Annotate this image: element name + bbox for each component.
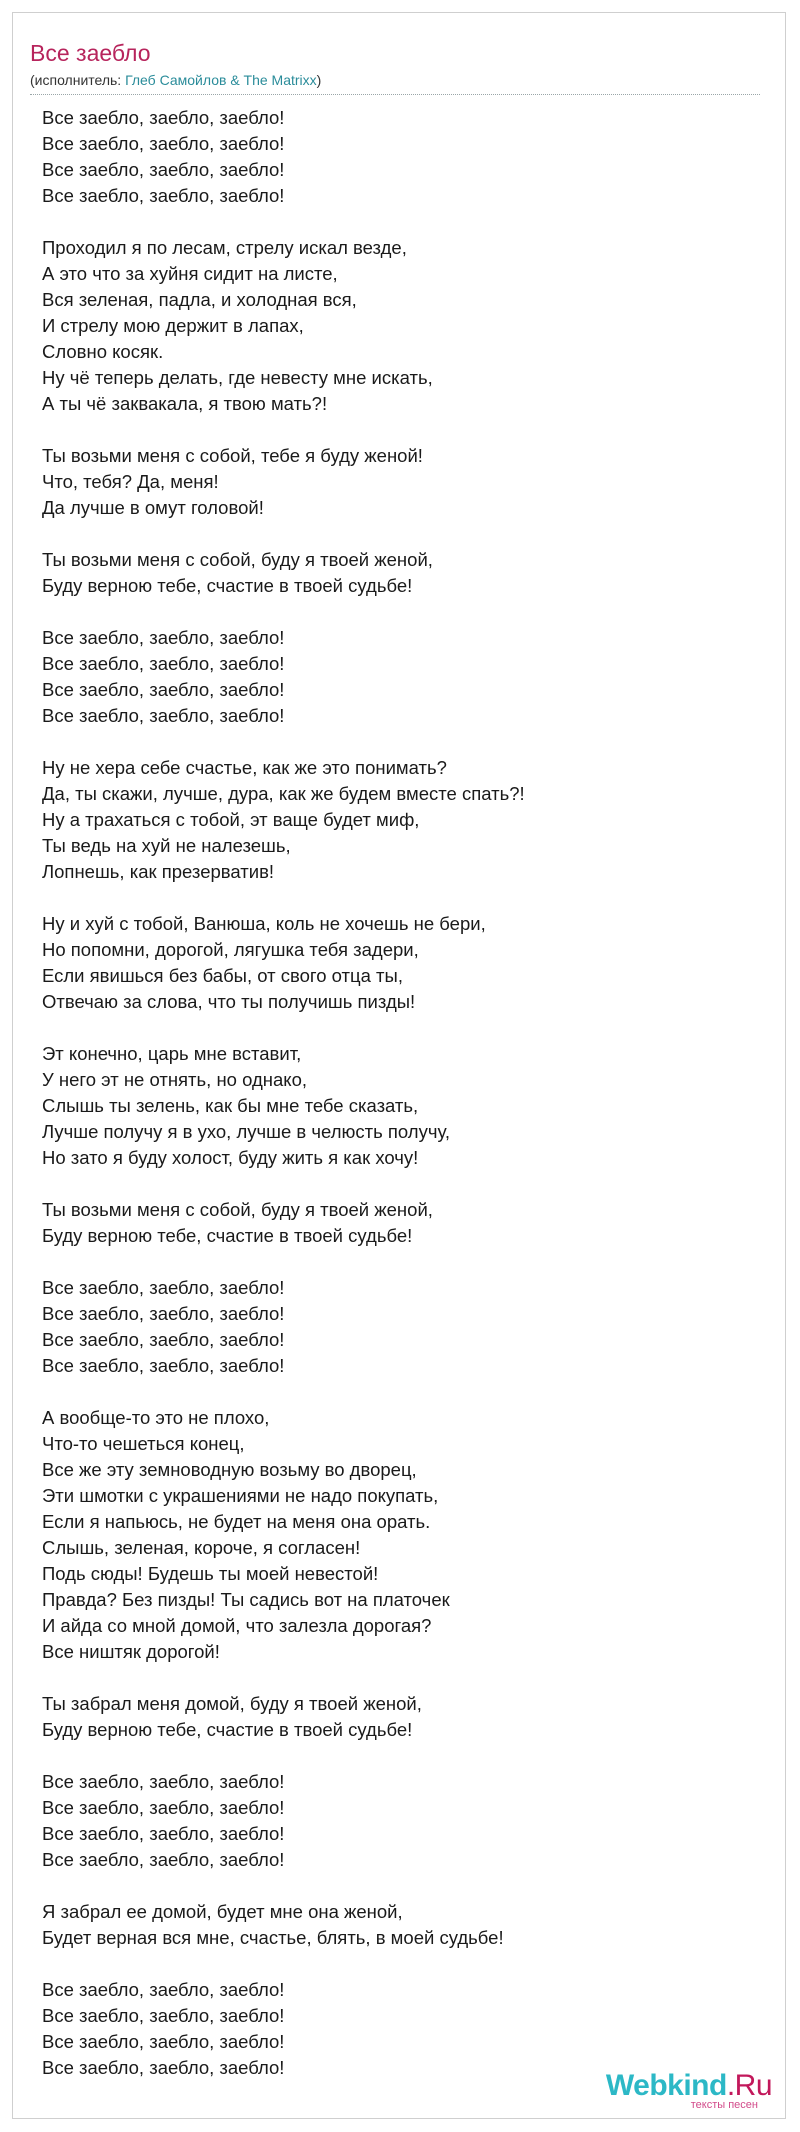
lyrics-line: А вообще-то это не плохо, — [42, 1407, 270, 1428]
lyrics-line: Слышь, зеленая, короче, я согласен! — [42, 1537, 361, 1558]
lyrics-stanza — [42, 755, 742, 885]
lyrics-line: Ты ведь на хуй не налезешь, — [42, 835, 291, 856]
artist-suffix: ) — [316, 72, 322, 88]
lyrics-line: Ну и хуй с тобой, Ванюша, коль не хочешь не бери, — [42, 913, 486, 934]
lyrics-line: Если явишься без бабы, от свого отца ты, — [42, 965, 403, 986]
lyrics-line: Отвечаю за слова, что ты получишь пизды! — [42, 991, 416, 1012]
lyrics-line: Все же эту земноводную возьму во дворец, — [42, 1459, 417, 1480]
lyrics-line: Все заебло, заебло, заебло! — [42, 1771, 285, 1792]
lyrics-line: Все заебло, заебло, заебло! — [42, 107, 285, 128]
logo-tagline: тексты песен — [690, 2099, 758, 2111]
artist-line — [30, 71, 760, 89]
lyrics-line: Подь сюды! Будешь ты моей невестой! — [42, 1563, 379, 1584]
lyrics-stanza — [42, 1769, 742, 1873]
lyrics-stanza — [42, 105, 742, 209]
lyrics-line: Ну а трахаться с тобой, эт ваще будет миф, — [42, 809, 420, 830]
lyrics-line: Все заебло, заебло, заебло! — [42, 2057, 285, 2078]
lyrics-line: Все заебло, заебло, заебло! — [42, 1355, 285, 1376]
lyrics-line: Буду верною тебе, счастие в твоей судьбе! — [42, 1225, 413, 1246]
lyrics-line: Ты возьми меня с собой, буду я твоей женой, — [42, 549, 433, 570]
lyrics-stanza — [42, 1275, 742, 1379]
lyrics-line: Ну чё теперь делать, где невесту мне искать, — [42, 367, 433, 388]
lyrics-line: Все заебло, заебло, заебло! — [42, 2031, 285, 2052]
lyrics-line: Лучше получу я в ухо, лучше в челюсть получу, — [42, 1121, 450, 1142]
lyrics-line: Ну не хера себе счастье, как же это понимать? — [42, 757, 447, 778]
artist-prefix: (исполнитель: — [30, 72, 126, 88]
lyrics-stanza — [42, 1899, 742, 1951]
lyrics-line: Все заебло, заебло, заебло! — [42, 653, 285, 674]
lyrics-stanza — [42, 911, 742, 1015]
lyrics-line: А ты чё заквакала, я твою мать?! — [42, 393, 328, 414]
logo-name: Webkind — [605, 2069, 727, 2102]
lyrics-line: А это что за хуйня сидит на листе, — [42, 263, 338, 284]
lyrics-line: Если я напьюсь, не будет на меня она орать. — [42, 1511, 431, 1532]
lyrics-line: Лопнешь, как презерватив! — [42, 861, 275, 882]
logo-tld: .Ru — [726, 2069, 772, 2102]
lyrics-line: Все заебло, заебло, заебло! — [42, 1979, 285, 2000]
song-header — [30, 38, 760, 89]
lyrics-stanza — [42, 235, 742, 417]
lyrics-body — [42, 105, 742, 2107]
lyrics-line: Все заебло, заебло, заебло! — [42, 1277, 285, 1298]
lyrics-line: Правда? Без пизды! Ты садись вот на платочек — [42, 1589, 450, 1610]
lyrics-line: Словно косяк. — [42, 341, 164, 362]
lyrics-stanza — [42, 1691, 742, 1743]
lyrics-line: Все заебло, заебло, заебло! — [42, 185, 285, 206]
lyrics-line: Все заебло, заебло, заебло! — [42, 1329, 285, 1350]
lyrics-line: Все заебло, заебло, заебло! — [42, 1849, 285, 1870]
lyrics-line: Будет верная вся мне, счастье, блять, в моей судьбе! — [42, 1927, 504, 1948]
lyrics-stanza — [42, 547, 742, 599]
lyrics-line: И стрелу мою держит в лапах, — [42, 315, 304, 336]
lyrics-line: Все заебло, заебло, заебло! — [42, 627, 285, 648]
lyrics-stanza — [42, 1405, 742, 1665]
lyrics-line: Что, тебя? Да, меня! — [42, 471, 219, 492]
lyrics-line: Вся зеленая, падла, и холодная вся, — [42, 289, 357, 310]
lyrics-line: Я забрал ее домой, будет мне она женой, — [42, 1901, 403, 1922]
lyrics-stanza — [42, 443, 742, 521]
lyrics-stanza — [42, 1977, 742, 2081]
lyrics-stanza — [42, 625, 742, 729]
header-divider — [30, 94, 760, 95]
lyrics-line: У него эт не отнять, но однако, — [42, 1069, 307, 1090]
lyrics-line: Все заебло, заебло, заебло! — [42, 2005, 285, 2026]
lyrics-line: Все заебло, заебло, заебло! — [42, 705, 285, 726]
lyrics-line: И айда со мной домой, что залезла дорогая? — [42, 1615, 432, 1636]
lyrics-line: Эти шмотки с украшениями не надо покупать, — [42, 1485, 439, 1506]
lyrics-line: Что-то чешеться конец, — [42, 1433, 245, 1454]
lyrics-line: Все заебло, заебло, заебло! — [42, 679, 285, 700]
lyrics-line: Но попомни, дорогой, лягушка тебя задери, — [42, 939, 419, 960]
lyrics-line: Да лучше в омут головой! — [42, 497, 264, 518]
lyrics-line: Да, ты скажи, лучше, дура, как же будем вместе спать?! — [42, 783, 525, 804]
lyrics-line: Ты возьми меня с собой, буду я твоей женой, — [42, 1199, 433, 1220]
lyrics-line: Все заебло, заебло, заебло! — [42, 1823, 285, 1844]
lyrics-line: Буду верною тебе, счастие в твоей судьбе! — [42, 1719, 413, 1740]
logo-wordmark — [606, 2070, 772, 2102]
song-title: Все заебло — [30, 40, 151, 66]
lyrics-line: Все заебло, заебло, заебло! — [42, 133, 285, 154]
lyrics-line: Эт конечно, царь мне вставит, — [42, 1043, 302, 1064]
lyrics-line: Ты забрал меня домой, буду я твоей женой, — [42, 1693, 422, 1714]
lyrics-line: Все заебло, заебло, заебло! — [42, 1303, 285, 1324]
lyrics-line: Все заебло, заебло, заебло! — [42, 1797, 285, 1818]
site-logo[interactable] — [606, 2070, 772, 2111]
lyrics-stanza — [42, 1041, 742, 1171]
lyrics-line: Слышь ты зелень, как бы мне тебе сказать, — [42, 1095, 419, 1116]
lyrics-line: Проходил я по лесам, стрелу искал везде, — [42, 237, 407, 258]
lyrics-stanza — [42, 1197, 742, 1249]
artist-link[interactable]: Глеб Самойлов & The Matrixx — [125, 72, 317, 88]
lyrics-line: Буду верною тебе, счастие в твоей судьбе! — [42, 575, 413, 596]
lyrics-line: Ты возьми меня с собой, тебе я буду женой! — [42, 445, 423, 466]
lyrics-line: Все заебло, заебло, заебло! — [42, 159, 285, 180]
lyrics-line: Но зато я буду холост, буду жить я как хочу! — [42, 1147, 419, 1168]
lyrics-line: Все ништяк дорогой! — [42, 1641, 220, 1662]
